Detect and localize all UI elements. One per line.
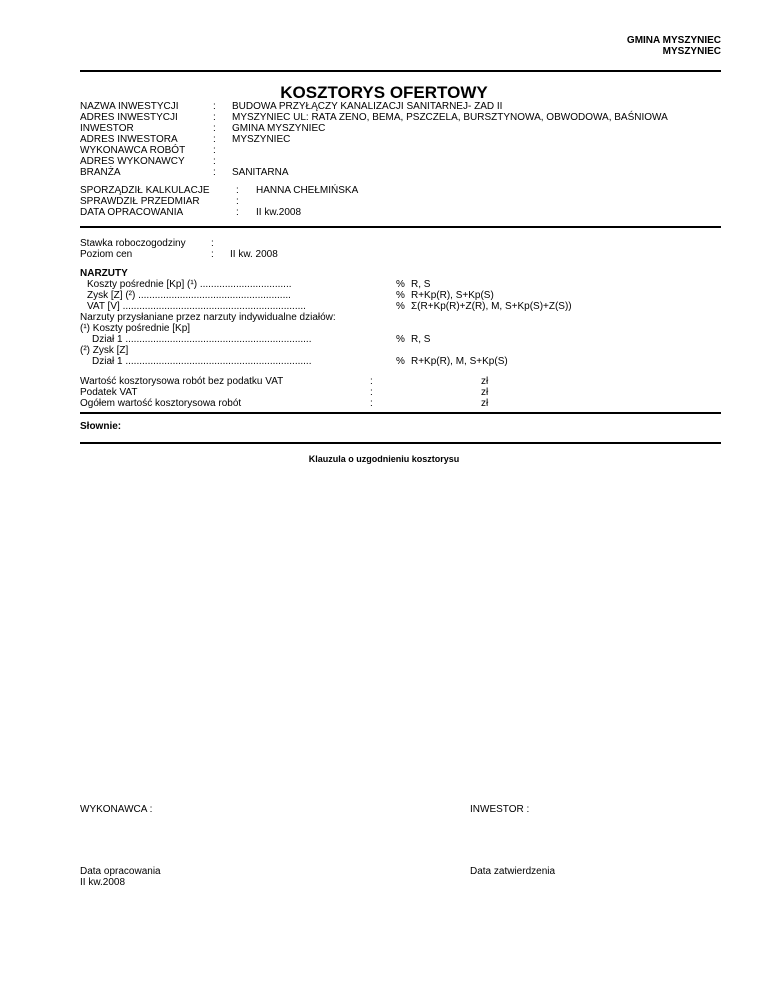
narzut-line: (¹) Koszty pośrednie [Kp]: [80, 323, 191, 334]
total-sep: :: [370, 387, 373, 398]
info-value: MYSZYNIEC UL: RATA ZENO, BEMA, PSZCZELA, BURSZTYNOWA, OBWODOWA, BAŚNIOWA: [232, 112, 668, 123]
divider: [80, 70, 721, 72]
prep-label: SPORZĄDZIŁ KALKULACJE: [80, 185, 210, 196]
info-label: ADRES INWESTORA: [80, 134, 178, 145]
narzut-line: Koszty pośrednie [Kp] (¹) .................................: [87, 279, 292, 290]
total-unit: zł: [481, 376, 489, 387]
info-label: NAZWA INWESTYCJI: [80, 101, 179, 112]
total-sep: :: [370, 398, 373, 409]
info-label: BRANŻA: [80, 167, 121, 178]
data-zatwierdzenia-label: Data zatwierdzenia: [470, 866, 556, 877]
narzut-line: Narzuty przysłaniane przez narzuty indywidualne działów:: [80, 312, 336, 323]
prep-label: SPRAWDZIŁ PRZEDMIAR: [80, 196, 200, 207]
info-value: GMINA MYSZYNIEC: [232, 123, 326, 134]
narzut-pct: %: [396, 290, 405, 301]
prep-label: DATA OPRACOWANIA: [80, 207, 184, 218]
narzut-pct: %: [396, 301, 405, 312]
info-sep: :: [213, 101, 216, 112]
narzut-line: (²) Zysk [Z]: [80, 345, 129, 356]
info-label: ADRES WYKONAWCY: [80, 156, 185, 167]
data-opracowania-label: Data opracowania: [80, 866, 161, 877]
divider: [80, 226, 721, 228]
total-label: Wartość kosztorysowa robót bez podatku VAT: [80, 376, 284, 387]
total-unit: zł: [481, 398, 489, 409]
narzut-line: Zysk [Z] (²) .......................................................: [87, 290, 291, 301]
prep-value: HANNA CHEŁMIŃSKA: [256, 185, 359, 196]
info-sep: :: [213, 123, 216, 134]
rate-sep: :: [211, 238, 214, 249]
rate-sep: :: [211, 249, 214, 260]
narzut-pct: %: [396, 356, 405, 367]
info-sep: :: [213, 167, 216, 178]
narzuty-heading: NARZUTY: [80, 268, 128, 279]
prep-sep: :: [236, 185, 239, 196]
narzut-basis: R, S: [411, 279, 431, 290]
info-sep: :: [213, 145, 216, 156]
info-sep: :: [213, 112, 216, 123]
info-value: MYSZYNIEC: [232, 134, 291, 145]
narzut-basis: R, S: [411, 334, 431, 345]
info-sep: :: [213, 156, 216, 167]
info-value: BUDOWA PRZYŁĄCZY KANALIZACJI SANITARNEJ- ZAD II: [232, 101, 503, 112]
info-value: SANITARNA: [232, 167, 289, 178]
header-city: MYSZYNIEC: [662, 46, 721, 57]
rate-label: Stawka roboczogodziny: [80, 238, 186, 249]
narzut-line: VAT [V] ..................................................................: [87, 301, 306, 312]
info-label: INWESTOR: [80, 123, 134, 134]
total-label: Podatek VAT: [80, 387, 138, 398]
data-opracowania-value: II kw.2008: [80, 877, 126, 888]
wykonawca-label: WYKONAWCA :: [80, 804, 153, 815]
info-label: WYKONAWCA ROBÓT: [80, 145, 186, 156]
narzut-basis: R+Kp(R), M, S+Kp(S): [411, 356, 508, 367]
narzut-line: Dział 1 ...................................................................: [92, 334, 312, 345]
klauzula-title: Klauzula o uzgodnieniu kosztorysu: [308, 454, 460, 464]
divider: [80, 442, 721, 444]
rate-label: Poziom cen: [80, 249, 133, 260]
header-gmina: GMINA MYSZYNIEC: [626, 35, 721, 46]
slownie-label: Słownie:: [80, 421, 122, 432]
prep-sep: :: [236, 207, 239, 218]
total-label: Ogółem wartość kosztorysowa robót: [80, 398, 242, 409]
info-sep: :: [213, 134, 216, 145]
inwestor-label: INWESTOR :: [470, 804, 530, 815]
narzut-pct: %: [396, 279, 405, 290]
total-sep: :: [370, 376, 373, 387]
narzut-basis: Σ(R+Kp(R)+Z(R), M, S+Kp(S)+Z(S)): [411, 301, 572, 312]
total-unit: zł: [481, 387, 489, 398]
narzut-basis: R+Kp(R), S+Kp(S): [411, 290, 494, 301]
narzut-pct: %: [396, 334, 405, 345]
info-label: ADRES INWESTYCJI: [80, 112, 178, 123]
rate-value: II kw. 2008: [230, 249, 278, 260]
divider: [80, 412, 721, 414]
narzut-line: Dział 1 ...................................................................: [92, 356, 312, 367]
document-title: KOSZTORYS OFERTOWY: [280, 83, 488, 102]
prep-sep: :: [236, 196, 239, 207]
prep-value: II kw.2008: [256, 207, 302, 218]
